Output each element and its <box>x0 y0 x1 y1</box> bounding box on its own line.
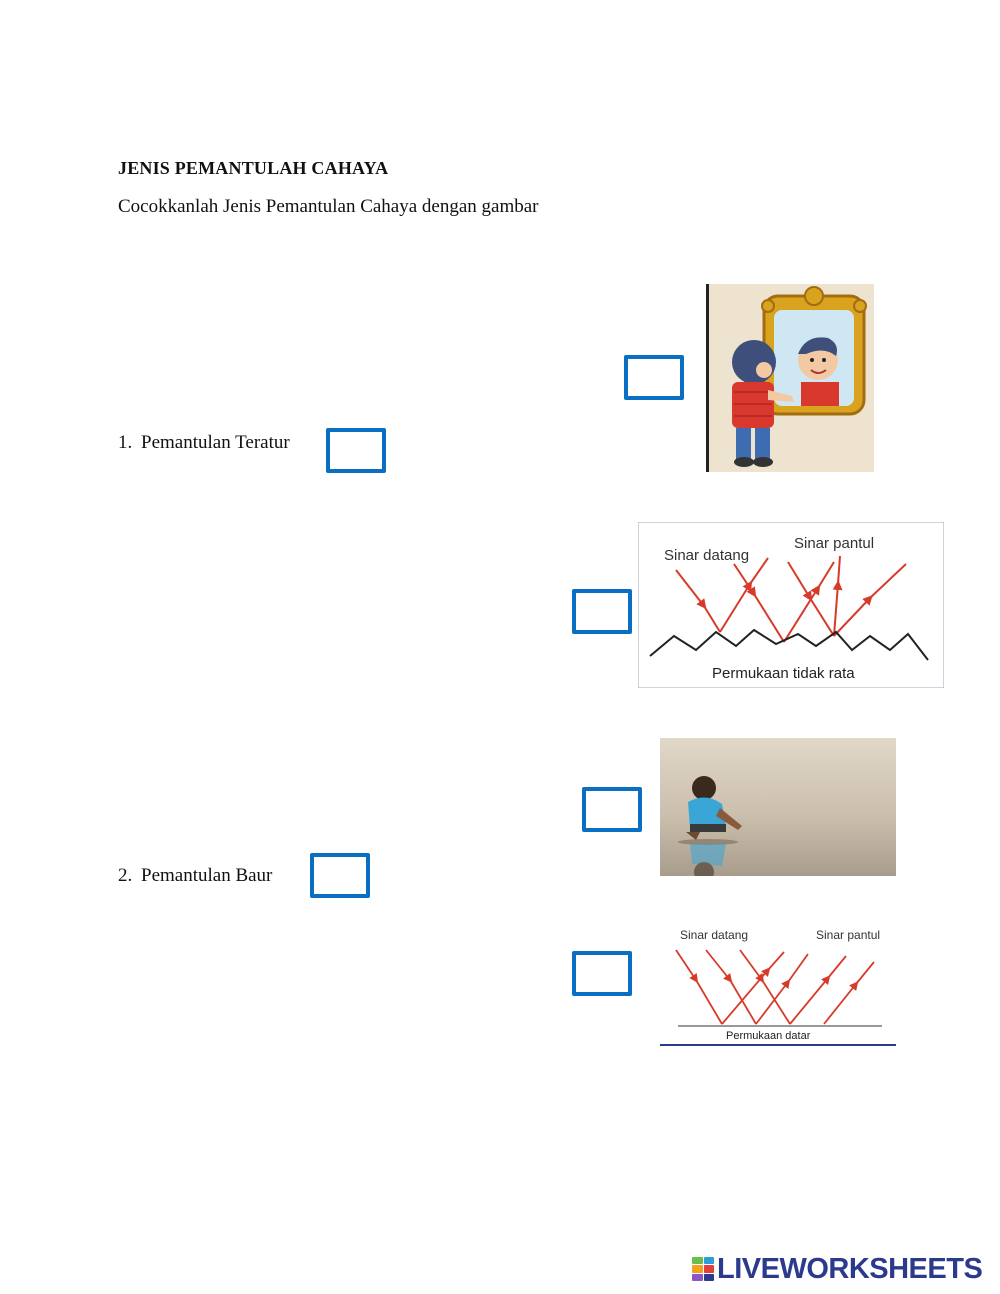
regular-diagram-box[interactable] <box>572 951 632 996</box>
item-2-drop-box[interactable] <box>310 853 370 898</box>
item-1-label <box>118 432 290 454</box>
worksheet-title: JENIS PEMANTULAH CAHAYA <box>118 158 389 178</box>
diffuse-reflected-label: Sinar pantul <box>794 535 875 552</box>
regular-reflection-diagram <box>660 922 898 1048</box>
regular-surface-label: Permukaan datar <box>726 1030 811 1042</box>
boy-mirror-illustration <box>706 284 874 472</box>
diffuse-diagram-box[interactable] <box>572 589 632 634</box>
regular-incoming-label: Sinar datang <box>680 928 749 942</box>
water-reflection-box[interactable] <box>582 787 642 832</box>
diffuse-incoming-label: Sinar datang <box>664 547 750 564</box>
item-2-label <box>118 865 272 887</box>
mirror-image-box[interactable] <box>624 355 684 400</box>
instruction-text: Cocokkanlah Jenis Pemantulan Cahaya dengan gambar <box>118 196 539 217</box>
water-reflection-photo <box>660 738 896 876</box>
logo-mark-icon <box>692 1257 714 1281</box>
diffuse-surface-label: Permukaan tidak rata <box>712 665 855 682</box>
item-1-text: Pemantulan Teratur <box>141 432 290 453</box>
diffuse-reflection-diagram <box>638 522 944 688</box>
regular-reflected-label: Sinar pantul <box>816 928 881 942</box>
item-1-number: 1. <box>118 432 133 453</box>
item-2-text: Pemantulan Baur <box>141 865 273 886</box>
logo-text: LIVEWORKSHEETS <box>717 1252 983 1285</box>
item-1-drop-box[interactable] <box>326 428 386 473</box>
item-2-number: 2. <box>118 865 133 886</box>
liveworksheets-logo <box>692 1254 982 1284</box>
